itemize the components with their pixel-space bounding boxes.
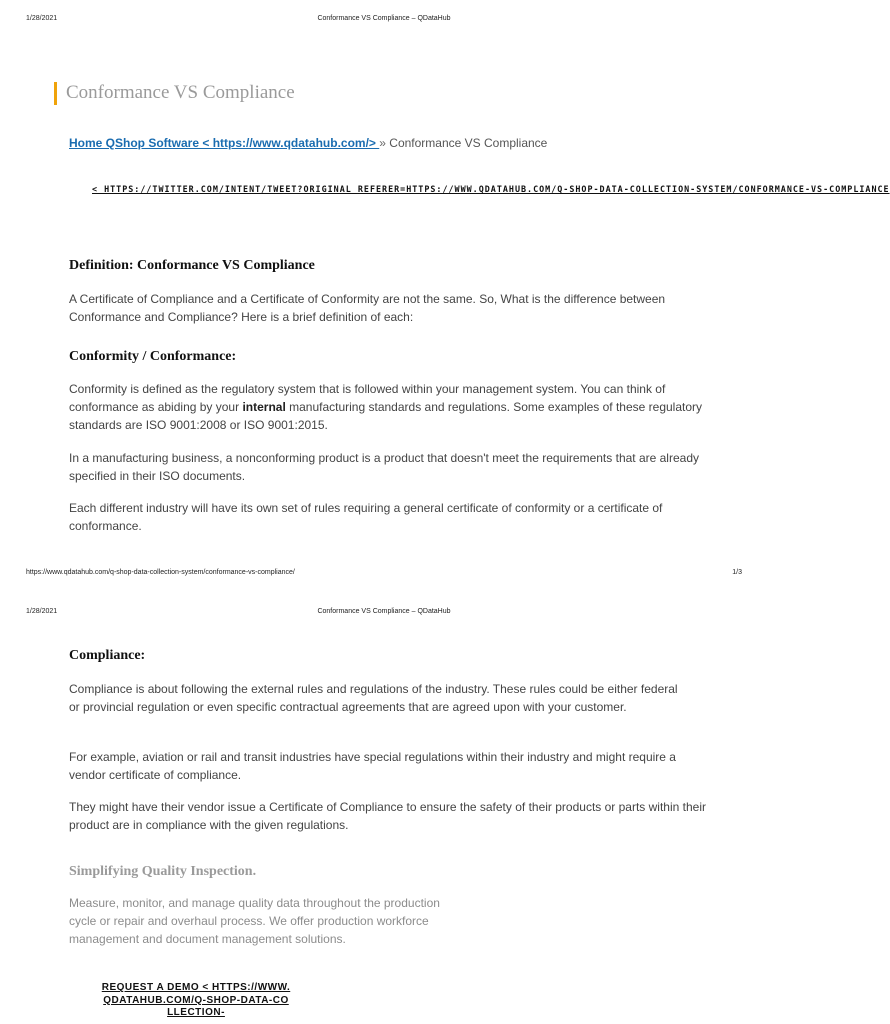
print-date: 1/28/2021 — [26, 15, 58, 22]
promo-text: Measure, monitor, and manage quality data throughout the production cycle or repair and overhaul process. We offer production workforce management and document management solutions. — [69, 896, 440, 946]
print-page-number: 1/3 — [732, 569, 742, 576]
print-date-page-2: 1/28/2021 — [26, 608, 58, 615]
compliance-heading: Compliance: — [69, 648, 146, 663]
internal-emphasis: internal — [242, 400, 286, 414]
conformity-paragraph-2: In a manufacturing business, a nonconforming product is a product that doesn't meet the requirements that are already specified in their ISO documents. — [69, 451, 699, 483]
compliance-paragraph-1: Compliance is about following the external rules and regulations of the industry. These rules could be either federal or provincial regulation or even specific contractual agreements that are agreed upon with your customer. — [69, 682, 678, 714]
breadcrumb-separator: » — [379, 136, 386, 150]
print-doc-title-page-2: Conformance VS Compliance – QDataHub — [317, 608, 451, 615]
definition-paragraph: A Certificate of Compliance and a Certificate of Conformity are not the same. So, What is the difference between Conformance and Compliance? Here is a brief definition of each: — [69, 292, 666, 324]
conformity-paragraph-3: Each different industry will have its own set of rules requiring a general certificate of conformity or a certificate of conformance. — [69, 501, 663, 533]
promo-title: Simplifying Quality Inspection. — [69, 864, 257, 879]
conformity-paragraph-1: Conformity is defined as the regulatory system that is followed within your management system. You can think of conformance as abiding by your internal manufacturing standards and regulations. Some examples of these regulatory standards are ISO 9001:2008 or ISO 9001:2015. — [69, 382, 703, 432]
print-doc-title: Conformance VS Compliance – QDataHub — [317, 15, 451, 22]
request-demo-link[interactable]: REQUEST A DEMO < HTTPS://WWW.QDATAHUB.COM/Q-SHOP-DATA-COLLECTION- — [101, 982, 291, 1018]
print-footer-url: https://www.qdatahub.com/q-shop-data-collection-system/conformance-vs-compliance/ — [26, 569, 295, 576]
breadcrumb-home-link[interactable]: Home QShop Software < https://www.qdatahub.com/> — [69, 136, 380, 150]
page-title: Conformance VS Compliance — [66, 82, 295, 103]
compliance-paragraph-2: For example, aviation or rail and transit industries have special regulations within their industry and might require a vendor certificate of compliance. — [69, 750, 676, 782]
breadcrumb-current: Conformance VS Compliance — [389, 136, 548, 150]
title-accent-bar — [54, 82, 57, 105]
compliance-paragraph-3: They might have their vendor issue a Certificate of Compliance to ensure the safety of their products or parts within their product are in compliance with the given regulations. — [69, 800, 706, 832]
breadcrumb — [69, 136, 547, 150]
definition-heading: Definition: Conformance VS Compliance — [69, 258, 315, 273]
tweet-share-link[interactable]: < HTTPS://TWITTER.COM/INTENT/TWEET?ORIGINAL_REFERER=HTTPS://WWW.QDATAHUB.COM/Q-SHOP-DATA-COLLECTION-SYSTEM/CONFORMANCE-VS-COMPLIANCE — [92, 184, 890, 194]
conformity-heading: Conformity / Conformance: — [69, 349, 237, 364]
